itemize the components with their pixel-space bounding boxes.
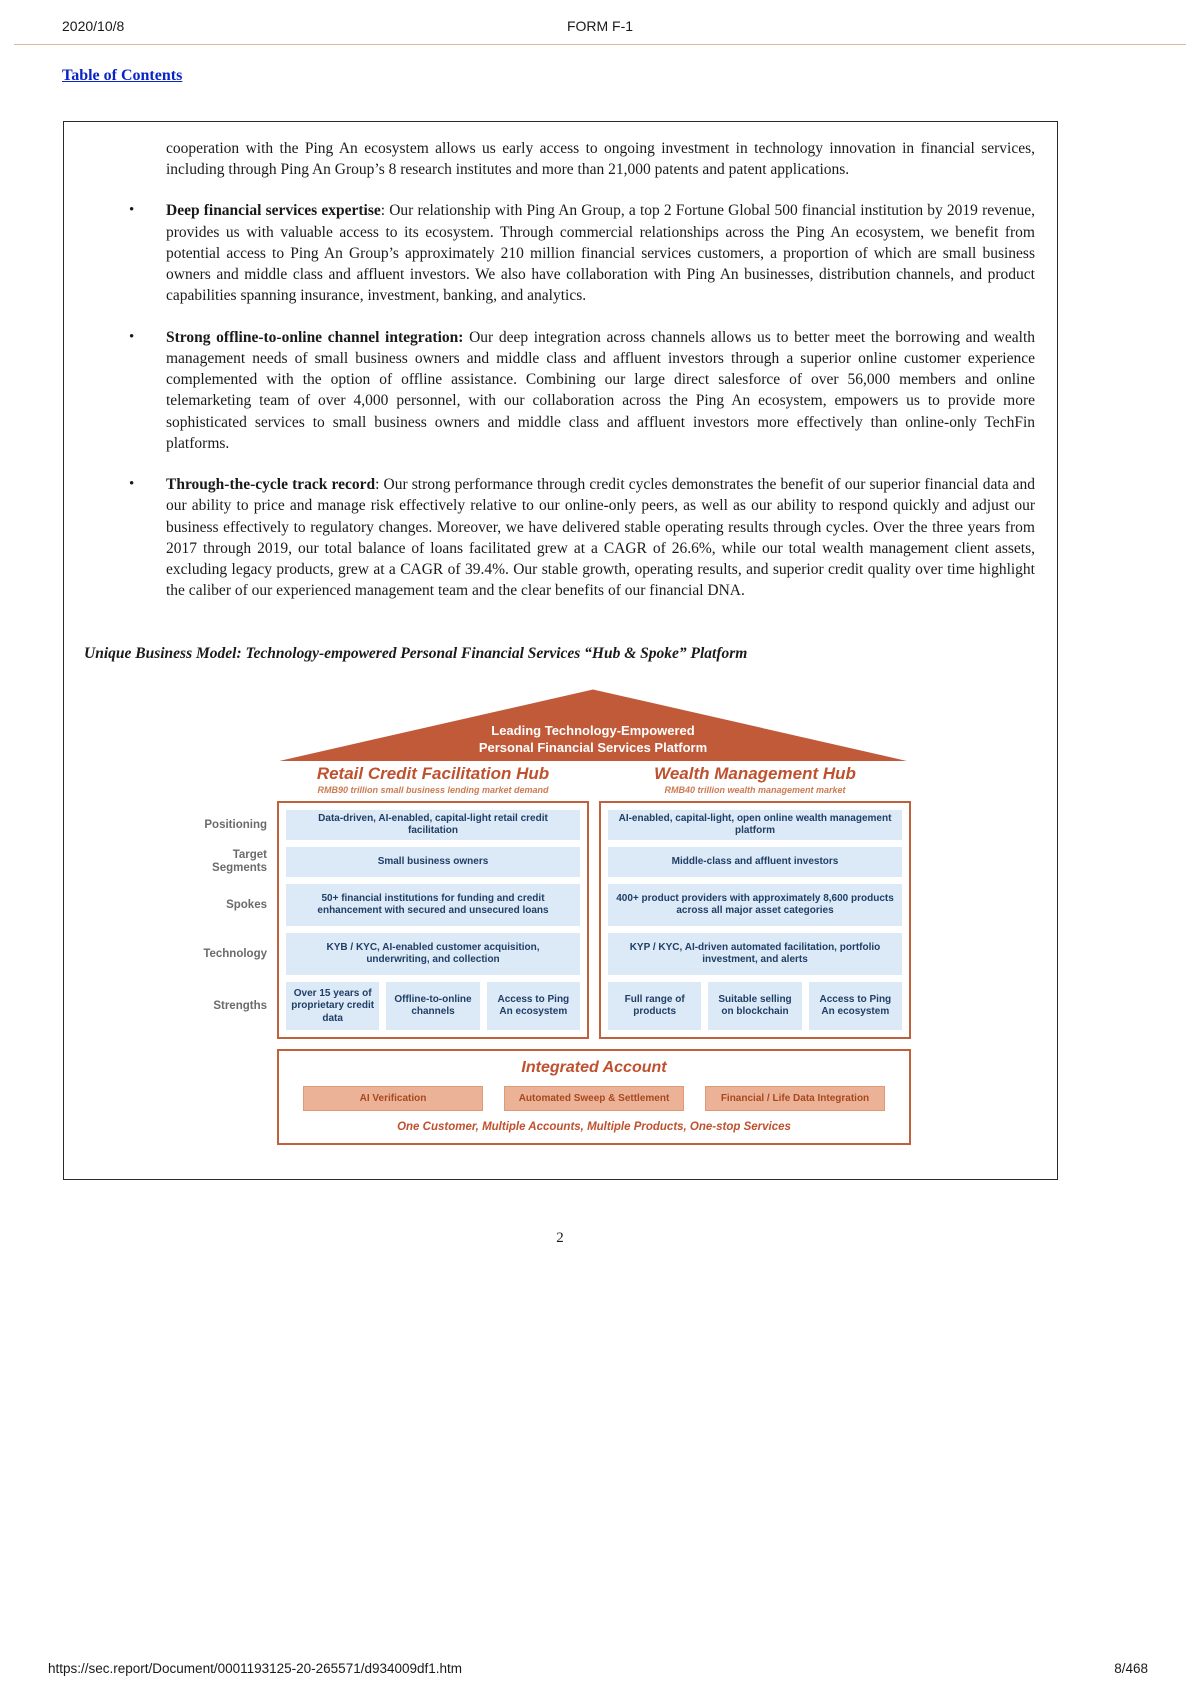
integrated-account-caption: One Customer, Multiple Accounts, Multiple Products, One-stop Services [397,1121,791,1134]
retail-strength-channels: Offline-to-online channels [386,982,479,1030]
hub-grid [189,801,911,1039]
bullet-item-channel-integration [84,327,1035,454]
row-label-technology: Technology [203,947,267,960]
bullet-text: Our deep integration across channels allows us to better meet the borrowing and wealth management needs of small business owners and middle class and affluent investors through a superior online customer experience complemented with the option of offline assistance. Combining our large direct salesforce of over 56,000 members and online telemarketing team of over 4,000 personnel, with our collaboration across the Ping An ecosystem, empowers us to provide more sophisticated services to small business owners and middle class and affluent investors more effectively than online-only TechFin platforms. [166,328,1035,452]
label-spacer [189,764,277,795]
wealth-strength-ecosystem: Access to Ping An ecosystem [809,982,902,1030]
retail-spokes-cell: 50+ financial institutions for funding and credit enhancement with secured and unsecured loans [286,884,580,926]
retail-hub-header [277,764,589,795]
retail-technology-cell: KYB / KYC, AI-enabled customer acquisition, underwriting, and collection [286,933,580,975]
row-label-spokes: Spokes [226,898,267,911]
bullet-label: Through-the-cycle track record [166,476,376,494]
bullet-label: Deep financial services expertise [166,202,381,220]
retail-positioning-cell: Data-driven, AI-enabled, capital-light retail credit facilitation [286,810,580,840]
retail-hub-box [277,801,589,1039]
bullet-item-track-record [84,474,1035,601]
retail-target-segments-cell: Small business owners [286,847,580,877]
integrated-account-box [277,1049,911,1145]
retail-strengths-row [286,982,580,1030]
wealth-positioning-cell: AI-enabled, capital-light, open online wealth management platform [608,810,902,840]
wealth-strengths-row [608,982,902,1030]
print-footer [48,1661,1148,1676]
row-labels-column [189,801,277,1039]
platform-roof [277,689,909,761]
wealth-hub-box [599,801,911,1039]
page-number: 2 [556,1230,564,1247]
bullet-text: : Our relationship with Ping An Group, a top 2 Fortune Global 500 financial institution by 2019 revenue, provides us with valuable access to its ecosystem. Through commercial relationships across the Ping An ecosystem, we benefit from potential access to Ping An Group’s approximately 210 million financial services customers, a proportion of which are small business owners and middle class and affluent investors. We also have collaboration with Ping An businesses, distribution channels, and product capabilities spanning insurance, investment, banking, and analytics. [166,202,1035,305]
hub-headers [189,764,911,795]
section-heading: Unique Business Model: Technology-empowered Personal Financial Services “Hub & Spoke” Platform [84,645,748,663]
content-box [63,121,1058,1180]
table-of-contents-link[interactable]: Table of Contents [62,67,183,84]
label-spacer [189,1049,277,1145]
wealth-spokes-cell: 400+ product providers with approximately 8,600 products across all major asset categories [608,884,902,926]
form-title: FORM F-1 [566,18,634,34]
print-header [14,0,1186,45]
integrated-account-features [303,1086,885,1111]
wealth-hub-subtitle: RMB40 trillion wealth management market [664,785,846,796]
print-date: 2020/10/8 [62,18,125,34]
retail-hub-subtitle: RMB90 trillion small business lending market demand [317,785,549,796]
row-label-positioning: Positioning [204,818,267,831]
retail-strength-credit-data: Over 15 years of proprietary credit data [286,982,379,1030]
platform-roof-title [277,723,909,757]
wealth-technology-cell: KYP / KYC, AI-driven automated facilitation, portfolio investment, and alerts [608,933,902,975]
bullet-item-expertise [84,200,1035,306]
footer-page-count: 8/468 [1114,1661,1148,1676]
bullet-label: Strong offline-to-online channel integration: [166,328,464,346]
automated-sweep-chip: Automated Sweep & Settlement [504,1086,684,1111]
integrated-account-title: Integrated Account [521,1059,667,1077]
wealth-strength-products: Full range of products [608,982,701,1030]
bullet-text: : Our strong performance through credit cycles demonstrates the benefit of our superior financial data and our ability to price and manage risk effectively relative to our online-only peers, as well as our ability to respond quickly and adjust our business effectively to regulatory changes. Moreover, we have delivered stable operating results through cycles. Over the three years from 2017 through 2019, our total balance of loans facilitated grew at a CAGR of 26.6%, while our total wealth management client assets, excluding legacy products, grew at a CAGR of 39.4%. Our stable growth, operating results, and superior credit quality over time highlight the caliber of our experienced management team and the clear benefits of our financial DNA. [166,476,1035,600]
row-label-target-segments: Target Segments [212,849,267,875]
row-label-strengths: Strengths [213,999,267,1012]
wealth-hub-header [599,764,911,795]
footer-url: https://sec.report/Document/0001193125-20-265571/d934009df1.htm [48,1661,463,1676]
hub-and-spoke-diagram [189,689,911,1145]
financial-life-data-chip: Financial / Life Data Integration [705,1086,885,1111]
roof-title-line1: Leading Technology-Empowered [491,722,695,738]
wealth-target-segments-cell: Middle-class and affluent investors [608,847,902,877]
retail-hub-title: Retail Credit Facilitation Hub [316,764,550,784]
intro-paragraph: cooperation with the Ping An ecosystem allows us early access to ongoing investment in technology innovation in financial services, including through Ping An Group’s 8 research institutes and more than 21,000 patents and patent applications. [166,140,1035,179]
wealth-hub-title: Wealth Management Hub [654,764,856,784]
wealth-strength-blockchain: Suitable selling on blockchain [708,982,801,1030]
roof-title-line2: Personal Financial Services Platform [478,739,708,755]
integrated-account-row [189,1049,911,1145]
retail-strength-ecosystem: Access to Ping An ecosystem [487,982,580,1030]
toc-link-row [62,67,1200,85]
ai-verification-chip: AI Verification [303,1086,483,1111]
